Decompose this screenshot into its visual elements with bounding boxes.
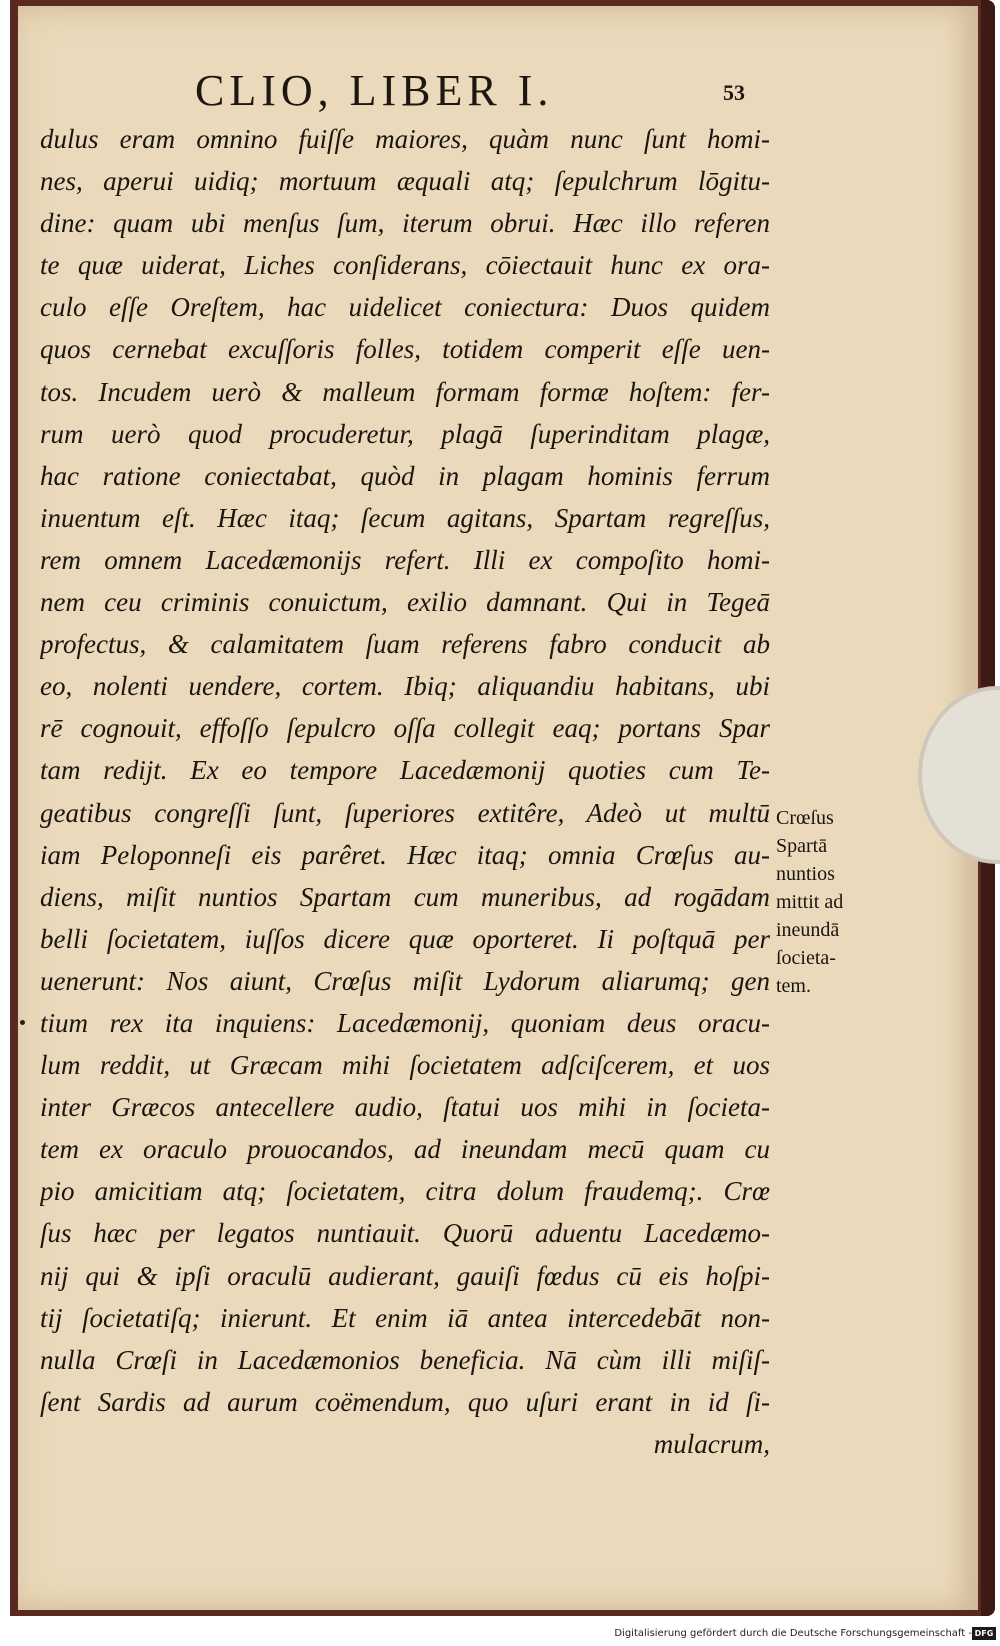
- text-line: diens, miſit nuntios Spartam cum muneribus, ad rogādam: [40, 881, 770, 912]
- text-line: culo eſſe Oreſtem, hac uidelicet coniectura: Duos quidem: [40, 292, 770, 323]
- marginal-note-line: tem.: [776, 975, 811, 997]
- marginal-note: [776, 804, 876, 1000]
- text-line: ſent Sardis ad aurum coëmendum, quo uſuri erant in id ſi-: [40, 1386, 770, 1417]
- text-line: rem omnem Lacedæmonijs refert. Illi ex compoſito homi-: [40, 544, 770, 575]
- marginal-note-line: nuntios: [776, 863, 835, 885]
- text-line: lum reddit, ut Græcam mihi ſocietatem adſciſcerem, et uos: [40, 1050, 770, 1081]
- text-line: profectus, & calamitatem ſuam referens fabro conducit ab: [40, 629, 770, 660]
- text-line: uenerunt: Nos aiunt, Crœſus miſit Lydorum aliarumq; gen: [40, 965, 770, 996]
- text-line: hac ratione coniectabat, quòd in plagam hominis ferrum: [40, 460, 770, 491]
- dfg-logo: DFG: [972, 1627, 996, 1640]
- text-line: tem ex oraculo prouocandos, ad ineundam mecū quam cu: [40, 1134, 770, 1165]
- ink-dot: [20, 1020, 25, 1025]
- text-line: nij qui & ipſi oraculū audierant, gauiſi fœdus cū eis hoſpi-: [40, 1260, 770, 1291]
- text-line: rum uerò quod procuderetur, plagā ſuperinditam plagæ,: [40, 418, 770, 449]
- text-line: nes, aperui uidiq; mortuum æquali atq; ſepulchrum lōgitu-: [40, 166, 770, 197]
- text-line: te quæ uiderat, Liches conſiderans, cōiectauit hunc ex ora-: [40, 250, 770, 281]
- text-line: rē cognouit, effoſſo ſepulcro oſſa collegit eaq; portans Spar: [40, 713, 770, 744]
- text-line: iam Peloponneſi eis parêret. Hæc itaq; omnia Crœſus au-: [40, 839, 770, 870]
- marginal-note-line: ineundā: [776, 919, 840, 941]
- text-line: eo, nolenti uendere, cortem. Ibiq; aliquandiu habitans, ubi: [40, 671, 770, 702]
- text-line: dine: quam ubi menſus ſum, iterum obrui. Hæc illo referen: [40, 208, 770, 239]
- text-line: mulacrum,: [653, 1428, 770, 1459]
- text-line: dulus eram omnino fuiſſe maiores, quàm nunc ſunt homi-: [40, 124, 770, 154]
- marginal-note-line: Crœſus: [776, 807, 834, 829]
- text-line: inuentum eſt. Hæc itaq; ſecum agitans, Spartam regreſſus,: [40, 502, 770, 533]
- main-text-block: [40, 118, 770, 1465]
- text-line: tij ſocietatiſq; inierunt. Et enim iā antea intercedebāt non-: [40, 1302, 770, 1333]
- page-number: 53: [723, 80, 745, 105]
- running-header: CLIO, LIBER I.: [195, 66, 554, 115]
- footer-credit: Digitalisierung gefördert durch die Deutsche Forschungsgemeinschaft -: [614, 1628, 972, 1639]
- text-line: tos. Incudem uerò & malleum formam formæ hoſtem: fer-: [40, 376, 770, 407]
- text-line: belli ſocietatem, iuſſos dicere quæ oporteret. Ii poſtquā per: [40, 923, 770, 954]
- marginal-note-line: mittit ad: [776, 891, 844, 913]
- text-line: inter Græcos antecellere audio, ſtatui uos mihi in ſocieta-: [40, 1092, 770, 1123]
- marginal-note-line: ſocieta-: [776, 947, 836, 969]
- text-line: nem ceu criminis conuictum, exilio damnant. Qui in Tegeā: [40, 587, 770, 618]
- text-line: nulla Crœſi in Lacedæmonios beneficia. Nā cùm illi miſiſ-: [40, 1344, 770, 1375]
- marginal-note-line: Spartā: [776, 835, 828, 857]
- text-line: quos cernebat excuſſoris folles, totidem comperit eſſe uen-: [40, 334, 770, 365]
- text-line: tium rex ita inquiens: Lacedæmonij, quoniam deus oracu-: [40, 1007, 770, 1038]
- text-line: pio amicitiam atq; ſocietatem, citra dolum fraudemq;. Crœ: [40, 1176, 770, 1207]
- text-line: geatibus congreſſi ſunt, ſuperiores extitêre, Adeò ut multū: [40, 797, 770, 828]
- text-line: tam rediјt. Ex eo tempore Lacedæmonij quoties cum Te-: [40, 755, 770, 786]
- text-line: ſus hæc per legatos nuntiauit. Quorū aduentu Lacedæmo-: [40, 1218, 770, 1249]
